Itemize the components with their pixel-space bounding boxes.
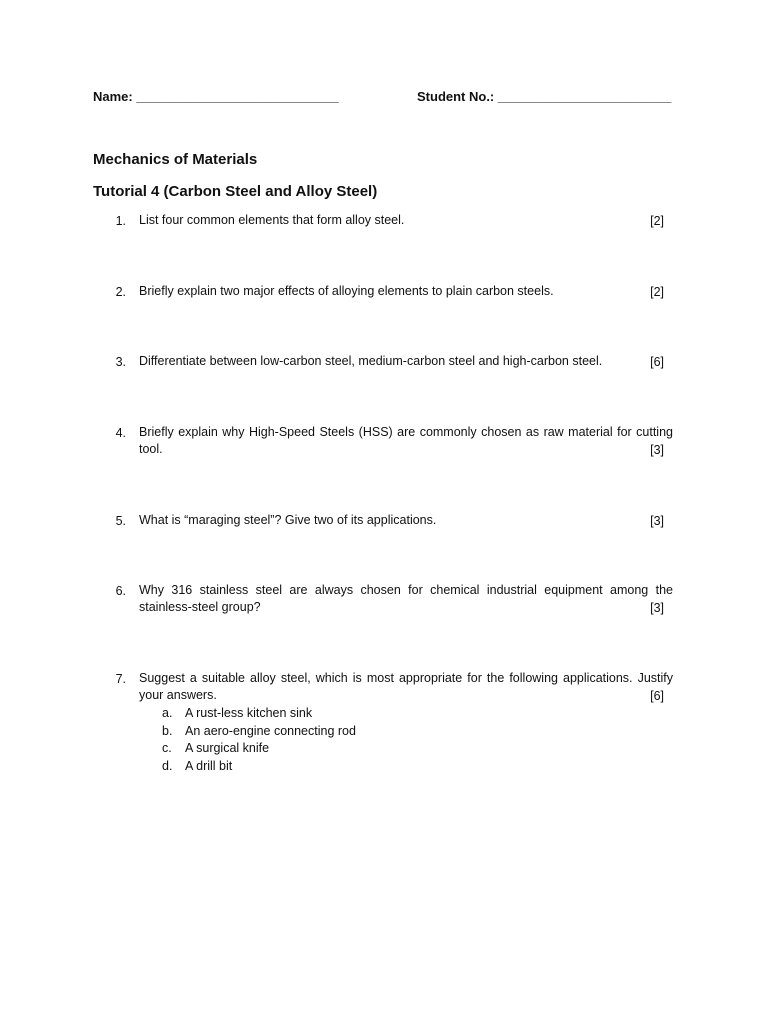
course-title: Mechanics of Materials [93,151,258,168]
question-text-line-1: Briefly explain why High-Speed Steels (HSS) are commonly chosen as raw material for cutting [139,425,673,439]
question-marks: [2] [650,214,664,228]
question-marks: [6] [650,689,664,703]
question-marks: [6] [650,355,664,369]
question-text-line-1: Suggest a suitable alloy steel, which is most appropriate for the following applications. Justify [139,671,673,685]
sub-item-text: A surgical knife [185,741,270,755]
question-marks: [3] [650,443,664,457]
sub-item-letter: d. [162,759,173,773]
question-number: 5. [115,514,126,528]
question-text: Differentiate between low-carbon steel, medium-carbon steel and high-carbon steel. [139,354,603,368]
student-number-field-label: Student No.: ________________________ [417,89,672,104]
question-number: 3. [115,355,126,369]
sub-item-letter: c. [162,741,172,755]
question-marks: [2] [650,285,664,299]
name-field-label: Name: ____________________________ [93,89,339,104]
question-number: 6. [115,584,126,598]
question-text-line-1: Why 316 stainless steel are always chosen for chemical industrial equipment among the [139,583,673,597]
question-number: 1. [115,214,126,228]
question-text: List four common elements that form alloy steel. [139,213,405,227]
sub-item-letter: b. [162,724,173,738]
tutorial-title: Tutorial 4 (Carbon Steel and Alloy Steel) [93,183,378,200]
question-marks: [3] [650,601,664,615]
question-number: 7. [115,672,126,686]
sub-item-text: A rust-less kitchen sink [185,706,313,720]
question-text-line-2: your answers. [139,688,217,702]
sub-item-text: A drill bit [185,759,233,773]
question-text-line-2: tool. [139,442,163,456]
question-number: 2. [115,285,126,299]
question-marks: [3] [650,514,664,528]
sub-item-letter: a. [162,706,173,720]
question-number: 4. [115,426,126,440]
question-text-line-2: stainless-steel group? [139,600,261,614]
question-text: What is “maraging steel”? Give two of its applications. [139,513,437,527]
question-text: Briefly explain two major effects of alloying elements to plain carbon steels. [139,284,554,298]
sub-item-text: An aero-engine connecting rod [185,724,356,738]
